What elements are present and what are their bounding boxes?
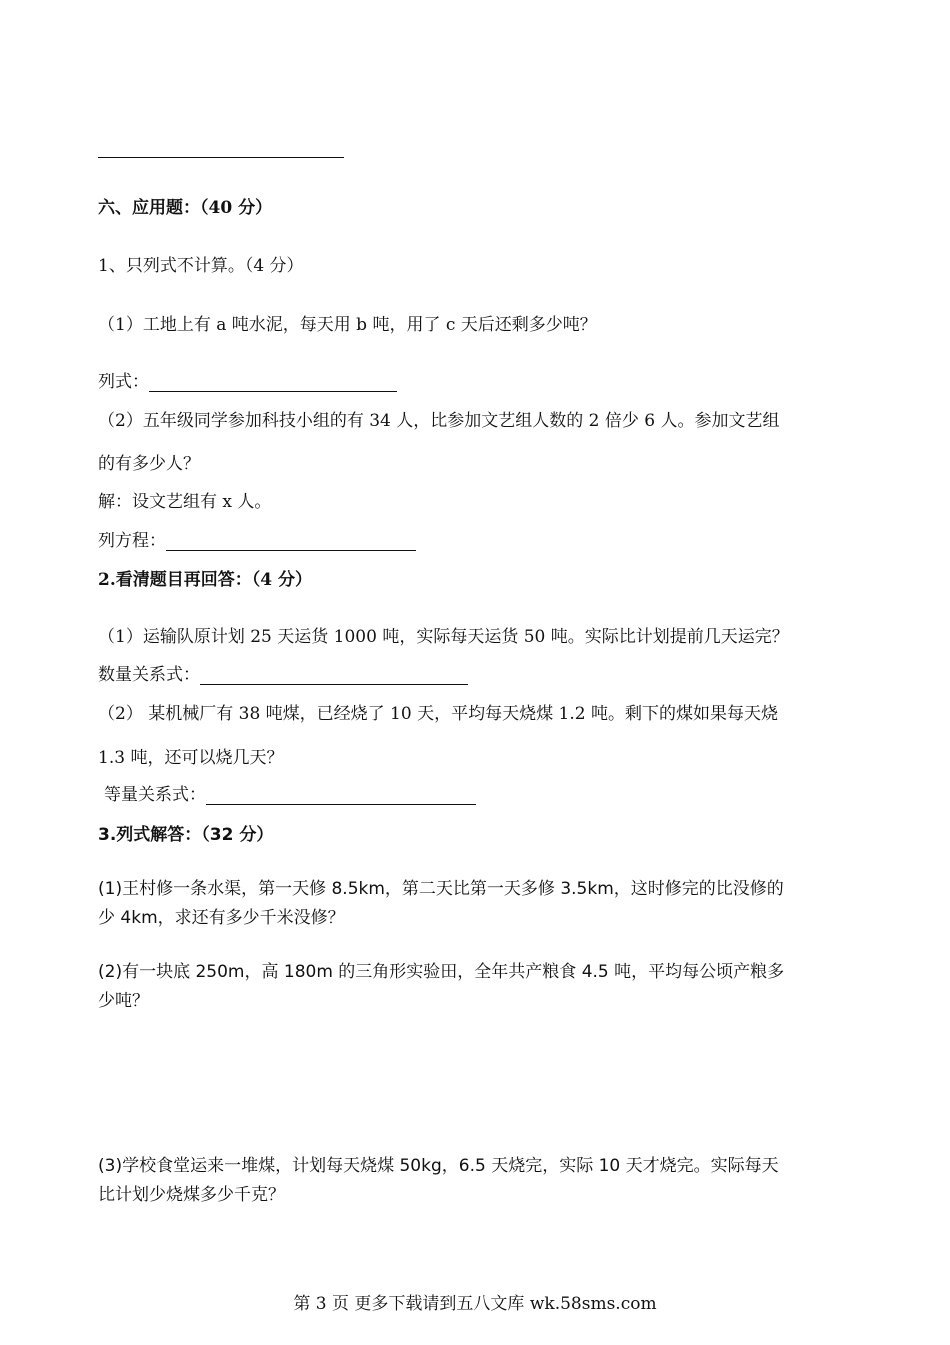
q1-p1-answer bbox=[98, 367, 397, 392]
q1-p2-line2: 的有多少人？ bbox=[98, 454, 200, 474]
q1-p2-label: 列方程： bbox=[98, 531, 166, 551]
q3-p1-line1: (1)王村修一条水渠，第一天修 8.5km，第二天比第一天多修 3.5km，这时修完的比没修的 bbox=[98, 879, 784, 899]
q1-p2-answer bbox=[98, 526, 416, 551]
q3-p2-line1: (2)有一块底 250m，高 180m 的三角形实验田，全年共产粮食 4.5 吨，平均每公顷产粮多 bbox=[98, 962, 785, 982]
q1-p1-answer-line[interactable] bbox=[149, 390, 397, 392]
q3-p3-line1: (3)学校食堂运来一堆煤，计划每天烧煤 50kg，6.5 天烧完，实际 10 天才烧完。实际每天 bbox=[98, 1156, 779, 1176]
q2-p1-answer-line[interactable] bbox=[200, 683, 468, 685]
q1-p1-label: 列式： bbox=[98, 372, 149, 392]
q2-p1: （1）运输队原计划 25 天运货 1000 吨，实际每天运货 50 吨。实际比计划提前几天运完？ bbox=[98, 627, 789, 647]
q2-title: 2.看清题目再回答：（4 分） bbox=[98, 570, 312, 590]
q3-p1-line2: 少 4km，求还有多少千米没修？ bbox=[98, 908, 345, 928]
q2-p2-line1: （2） 某机械厂有 38 吨煤，已经烧了 10 天，平均每天烧煤 1.2 吨。剩下的煤如果每天烧 bbox=[98, 704, 778, 724]
q2-p2-answer bbox=[104, 780, 476, 805]
page-footer: 第 3 页 更多下载请到五八文库 wk.58sms.com bbox=[293, 1294, 657, 1314]
q1-title: 1、只列式不计算。（4 分） bbox=[98, 256, 304, 276]
q2-p1-label: 数量关系式： bbox=[98, 665, 200, 685]
q2-p2-answer-line[interactable] bbox=[206, 803, 476, 805]
q1-p2-line1: （2）五年级同学参加科技小组的有 34 人，比参加文艺组人数的 2 倍少 6 人。参加文艺组 bbox=[98, 411, 780, 431]
top-answer-line bbox=[98, 157, 344, 158]
q3-title: 3.列式解答：（32 分） bbox=[98, 825, 274, 845]
q1-p2-solve: 解：设文艺组有 x 人。 bbox=[98, 492, 272, 512]
q2-p2-line2: 1.3 吨，还可以烧几天？ bbox=[98, 748, 284, 768]
section-heading: 六、应用题：（40 分） bbox=[98, 198, 273, 218]
q3-p2-line2: 少吨？ bbox=[98, 991, 149, 1011]
q3-p3-line2: 比计划少烧煤多少千克？ bbox=[98, 1185, 285, 1205]
q1-p2-answer-line[interactable] bbox=[166, 549, 416, 551]
q1-p1: （1）工地上有 a 吨水泥，每天用 b 吨，用了 c 天后还剩多少吨？ bbox=[98, 315, 597, 335]
q2-p1-answer bbox=[98, 660, 468, 685]
q2-p2-label: 等量关系式： bbox=[104, 785, 206, 805]
